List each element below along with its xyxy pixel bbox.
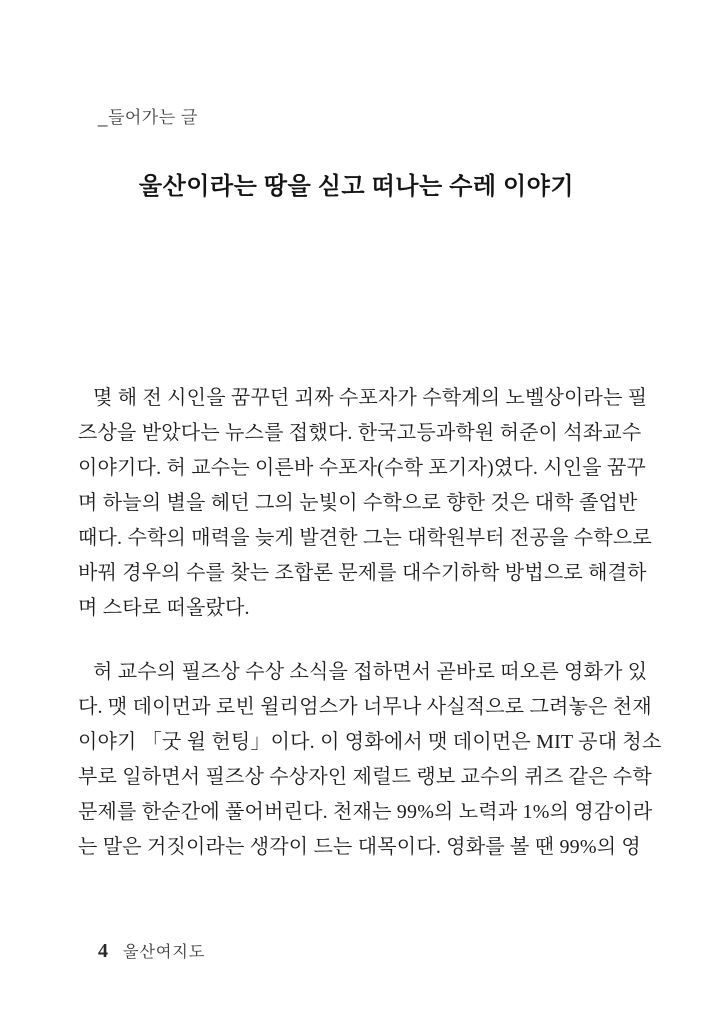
text-line: 바꿔 경우의 수를 찾는 조합론 문제를 대수기하학 방법으로 해결하: [78, 562, 647, 584]
text-line: 며 스타로 떠올랐다.: [78, 597, 250, 619]
text-line: 이야기다. 허 교수는 이른바 수포자(수학 포기자)였다. 시인을 꿈꾸: [78, 457, 647, 479]
text-line: 문제를 한순간에 풀어버린다. 천재는 99%의 노력과 1%의 영감이라: [78, 801, 653, 823]
text-line: 다. 맷 데이먼과 로빈 윌리엄스가 너무나 사실적으로 그려놓은 천재: [78, 696, 652, 718]
text-line: 이야기 「굿 윌 헌팅」이다. 이 영화에서 맷 데이먼은 MIT 공대 청소: [78, 731, 662, 753]
text-line: 즈상을 받았다는 뉴스를 접했다. 한국고등과학원 허준이 석좌교수: [78, 422, 642, 444]
text-line: 는 말은 거짓이라는 생각이 드는 대목이다. 영화를 볼 땐 99%의 영: [78, 836, 641, 858]
text-line: 부로 일하면서 필즈상 수상자인 제럴드 랭보 교수의 퀴즈 같은 수학: [78, 766, 652, 788]
chapter-title: 울산이라는 땅을 싣고 떠나는 수레 이야기: [138, 174, 575, 200]
paragraph-1: [78, 381, 652, 626]
text-line: 허 교수의 필즈상 수상 소식을 접하면서 곧바로 떠오른 영화가 있: [93, 661, 648, 683]
page-footer: [98, 939, 205, 963]
page-number: 4: [98, 940, 108, 962]
text-line: 때다. 수학의 매력을 늦게 발견한 그는 대학원부터 전공을 수학으로: [78, 527, 652, 549]
text-line: 며 하늘의 별을 헤던 그의 눈빛이 수학으로 향한 것은 대학 졸업반: [78, 492, 638, 514]
paragraph-2: [78, 655, 662, 865]
text-line: 몇 해 전 시인을 꿈꾸던 괴짜 수포자가 수학계의 노벨상이라는 필: [93, 387, 648, 409]
body-text: [78, 381, 662, 865]
book-title: 울산여지도: [123, 944, 206, 961]
section-label: _들어가는 글: [98, 108, 198, 127]
